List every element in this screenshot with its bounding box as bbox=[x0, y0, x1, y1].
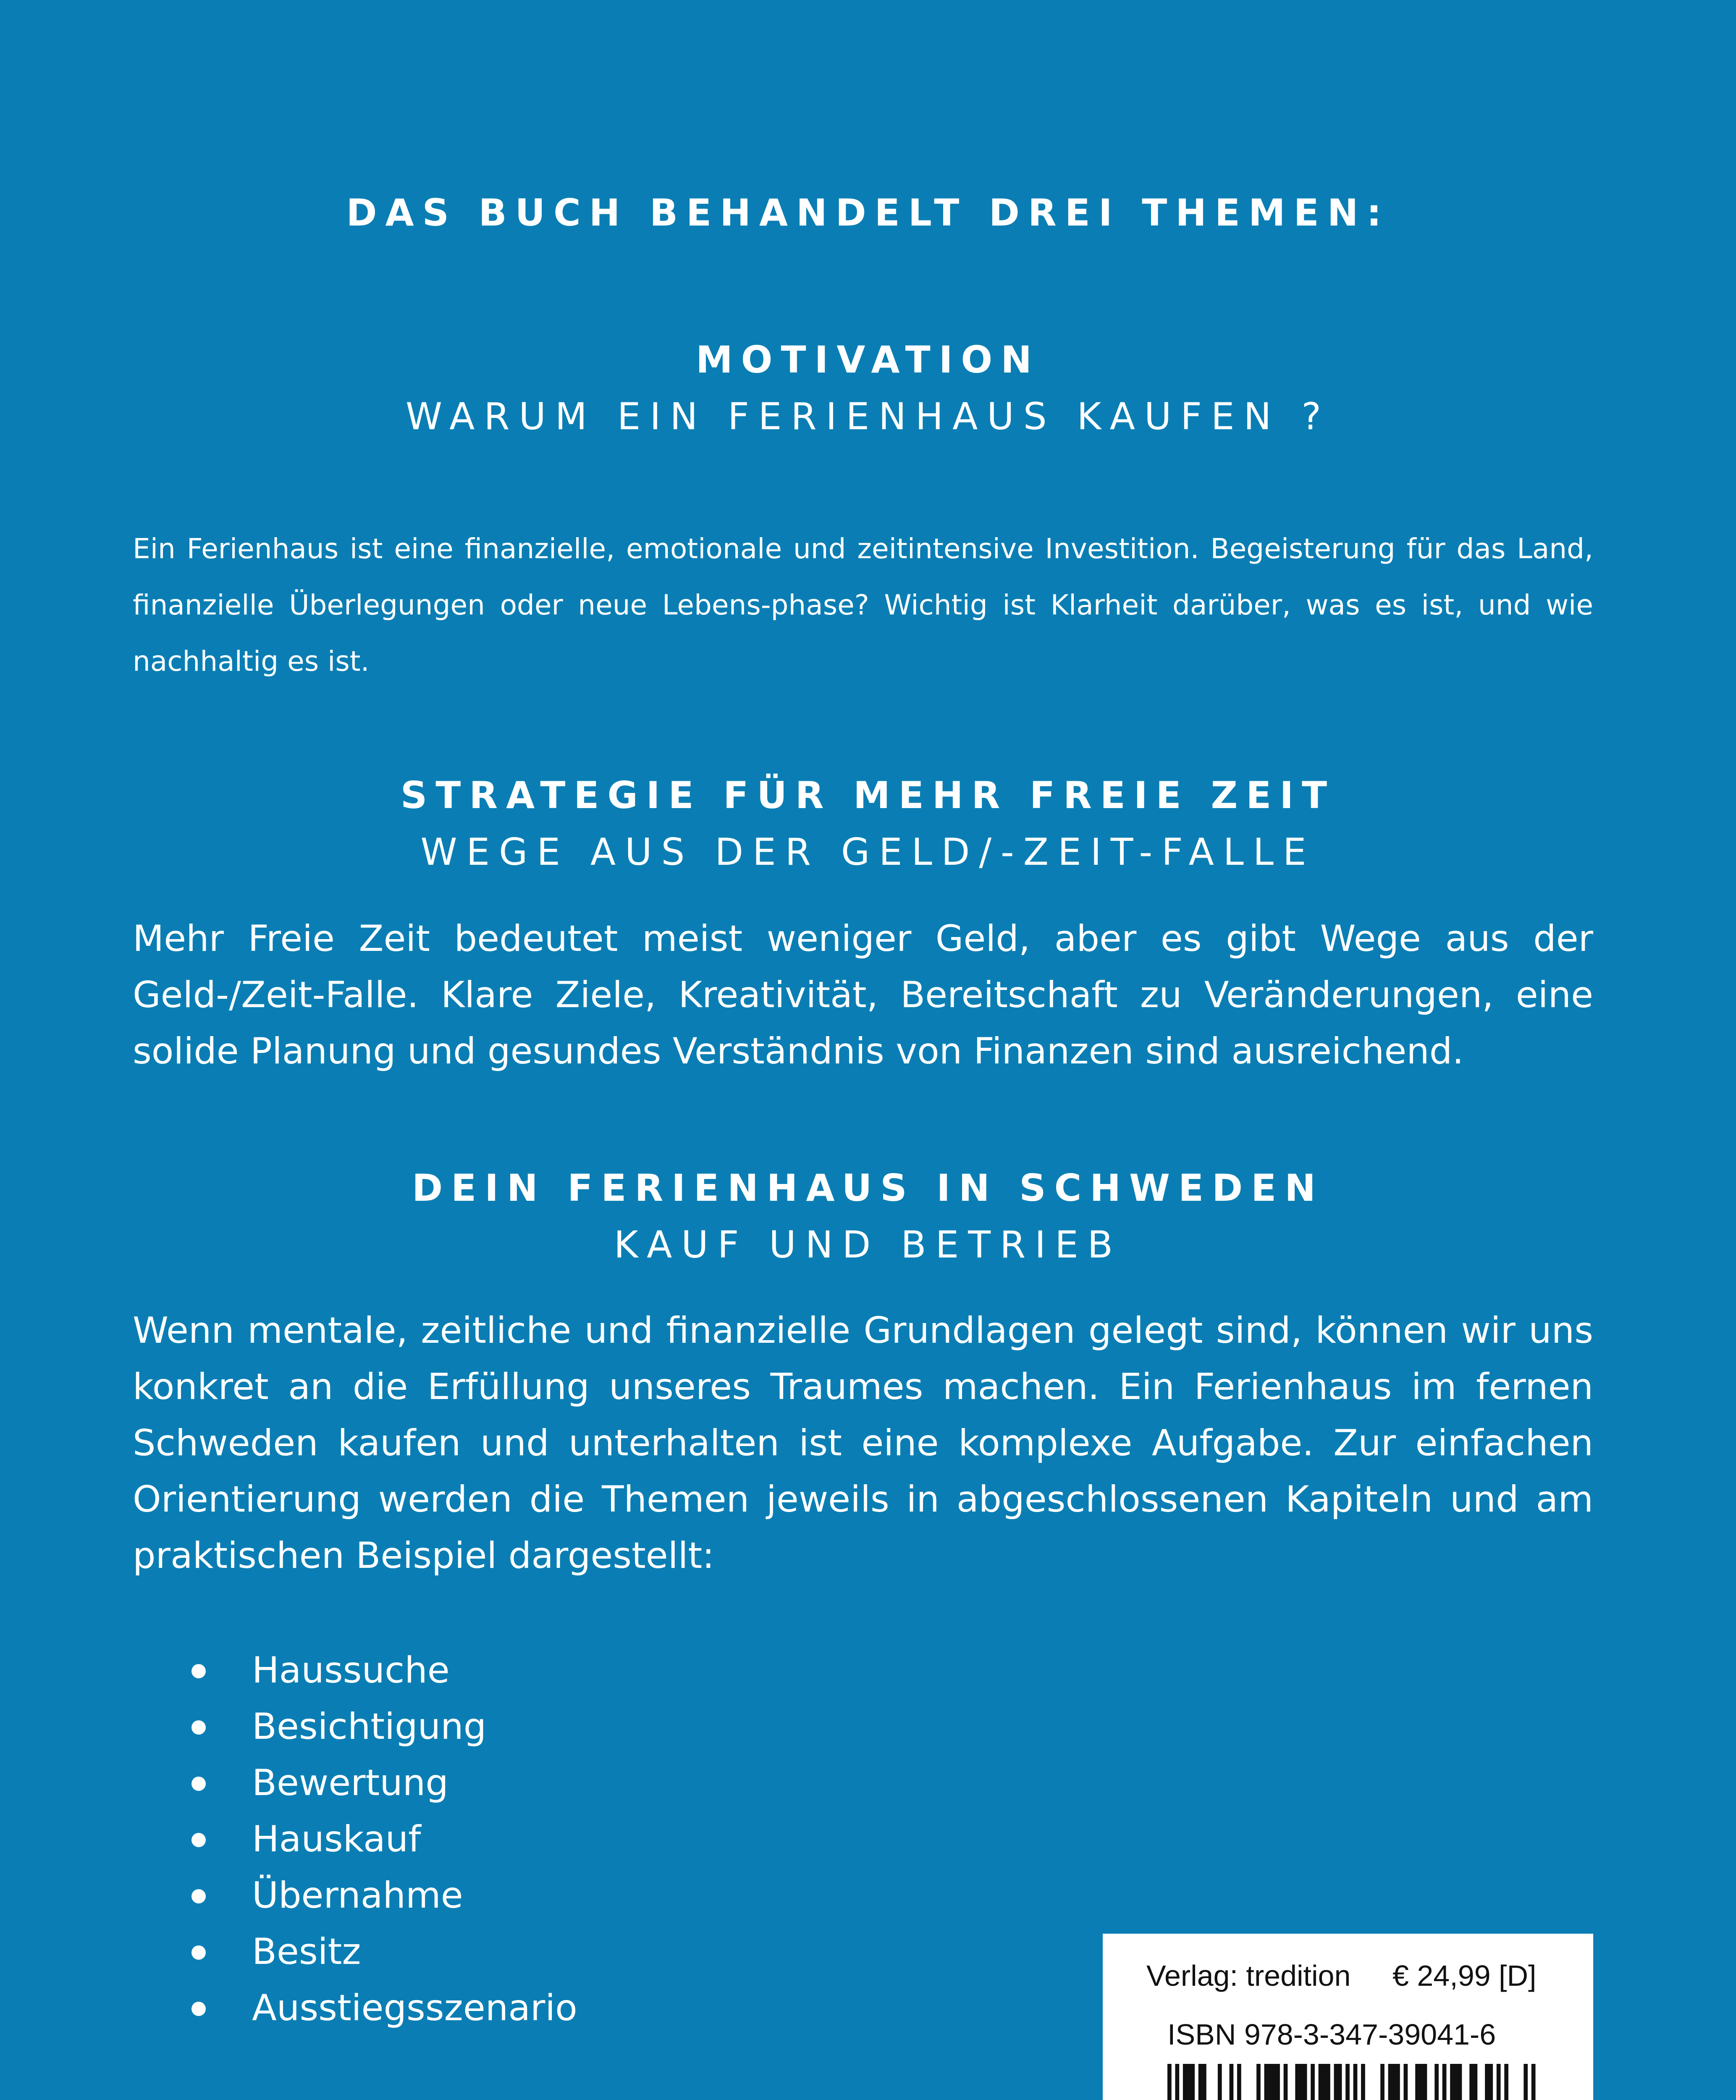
barcode-bar bbox=[1442, 2064, 1447, 2100]
barcode-bar bbox=[1167, 2064, 1172, 2100]
barcode-bar bbox=[1419, 2064, 1423, 2100]
barcode-bar bbox=[1497, 2064, 1501, 2100]
barcode-bar bbox=[1198, 2064, 1203, 2100]
barcode-bar bbox=[1524, 2064, 1528, 2100]
bullet-icon bbox=[191, 2002, 206, 2016]
bullet-icon bbox=[191, 1664, 206, 1678]
bullet-icon bbox=[191, 1833, 206, 1847]
barcode-bar bbox=[1345, 2064, 1350, 2100]
barcode-bar bbox=[1187, 2064, 1191, 2100]
barcode-bar bbox=[1504, 2064, 1508, 2100]
section-text-ferienhaus: Wenn mentale, zeitliche und finanzielle Grundlagen gelegt sind, können wir uns konkret an die Erfüllung unseres Traumes machen. Ein Ferienhaus im fernen Schweden kaufen und unterhalten ist eine komplexe Aufgabe. Zur einfachen Orientierung werden die Themen jeweils in abgeschlossenen Kapiteln und am praktischen Beispiel dargestellt: bbox=[133, 1310, 1593, 1577]
bullet-icon bbox=[191, 1720, 206, 1735]
barcode-bar bbox=[1322, 2064, 1327, 2100]
list-item: Hauskauf bbox=[185, 1811, 577, 1867]
list-item: Übernahme bbox=[185, 1867, 577, 1924]
list-item: Ausstiegsszenario bbox=[185, 1980, 577, 2036]
list-item: Besitz bbox=[185, 1924, 577, 1980]
barcode-bar bbox=[1353, 2064, 1358, 2100]
barcode-bar bbox=[1415, 2064, 1419, 2100]
barcode-box bbox=[1103, 1934, 1593, 2100]
section-subtitle-motivation: WARUM EIN FERIENHAUS KAUFEN ? bbox=[405, 395, 1331, 438]
barcode-bar bbox=[1311, 2064, 1315, 2100]
barcode-bar bbox=[1380, 2064, 1385, 2100]
barcode-bar bbox=[1473, 2064, 1477, 2100]
section-text-motivation: Ein Ferienhaus ist eine finanzielle, emotionale und zeitintensive Investition. Begeisterung für das Land, finanzielle Überlegungen oder neue Lebens-phase? Wichtig ist Klarheit darüber, was es ist, und wie nachhaltig es ist. bbox=[133, 533, 1593, 677]
barcode-bar bbox=[1450, 2064, 1454, 2100]
barcode-bar bbox=[1388, 2064, 1392, 2100]
bullet-icon bbox=[191, 1889, 206, 1903]
topic-list bbox=[185, 1642, 577, 2036]
isbn-label: ISBN 978-3-347-39041-6 bbox=[1167, 2018, 1496, 2051]
section-title-motivation: MOTIVATION bbox=[696, 338, 1040, 381]
section-subtitle-strategie: WEGE AUS DER GELD/-ZEIT-FALLE bbox=[420, 830, 1316, 874]
barcode-bar bbox=[1276, 2064, 1280, 2100]
barcode-bar bbox=[1326, 2064, 1330, 2100]
barcode-bar bbox=[1284, 2064, 1288, 2100]
list-item: Bewertung bbox=[185, 1755, 577, 1811]
barcode-bar bbox=[1392, 2064, 1396, 2100]
barcode-bar bbox=[1175, 2064, 1179, 2100]
barcode-bar bbox=[1396, 2064, 1400, 2100]
section-text-strategie: Mehr Freie Zeit bedeutet meist weniger Geld, aber es gibt Wege aus der Geld-/Zeit-Falle. Klare Ziele, Kreativität, Bereitschaft zu Veränderungen, eine solide Planung und gesundes Verständnis von Finanzen sind ausreichend. bbox=[133, 918, 1593, 1072]
barcode-bar bbox=[1403, 2064, 1408, 2100]
bullet-icon bbox=[191, 1945, 206, 1960]
barcode-bar bbox=[1295, 2064, 1299, 2100]
barcode-bar bbox=[1256, 2064, 1261, 2100]
section-subtitle-ferienhaus: KAUF UND BETRIEB bbox=[614, 1223, 1122, 1266]
barcode-bar bbox=[1268, 2064, 1272, 2100]
bullet-icon bbox=[191, 1777, 206, 1791]
barcode-bar bbox=[1531, 2064, 1536, 2100]
barcode-bar bbox=[1202, 2064, 1206, 2100]
barcode-bar bbox=[1469, 2064, 1474, 2100]
barcode-bar bbox=[1303, 2064, 1307, 2100]
barcode-graphic bbox=[1103, 1934, 1593, 2100]
barcode-bar bbox=[1264, 2064, 1269, 2100]
barcode-bar bbox=[1191, 2064, 1195, 2100]
list-item: Haussuche bbox=[185, 1642, 577, 1698]
barcode-bar bbox=[1489, 2064, 1493, 2100]
price-label: € 24,99 [D] bbox=[1392, 1959, 1537, 1992]
section-title-ferienhaus: DEIN FERIENHAUS IN SCHWEDEN bbox=[412, 1166, 1324, 1210]
barcode-bar bbox=[1454, 2064, 1458, 2100]
intro-heading: DAS BUCH BEHANDELT DREI THEMEN: bbox=[346, 191, 1390, 234]
barcode-bar bbox=[1218, 2064, 1222, 2100]
barcode-bar bbox=[1458, 2064, 1462, 2100]
barcode-bar bbox=[1237, 2064, 1241, 2100]
barcode-bar bbox=[1423, 2064, 1427, 2100]
publisher-label: Verlag: tredition bbox=[1146, 1959, 1351, 1992]
barcode-bar bbox=[1334, 2064, 1338, 2100]
list-item: Besichtigung bbox=[185, 1698, 577, 1755]
barcode-bar bbox=[1319, 2064, 1323, 2100]
barcode-bar bbox=[1183, 2064, 1187, 2100]
barcode-bar bbox=[1230, 2064, 1234, 2100]
barcode-bar bbox=[1299, 2064, 1303, 2100]
section-title-strategie: STRATEGIE FÜR MEHR FREIE ZEIT bbox=[400, 774, 1336, 817]
barcode-bar bbox=[1272, 2064, 1276, 2100]
barcode-bar bbox=[1485, 2064, 1489, 2100]
barcode-bar bbox=[1338, 2064, 1342, 2100]
barcode-bar bbox=[1434, 2064, 1439, 2100]
barcode-bar bbox=[1361, 2064, 1365, 2100]
